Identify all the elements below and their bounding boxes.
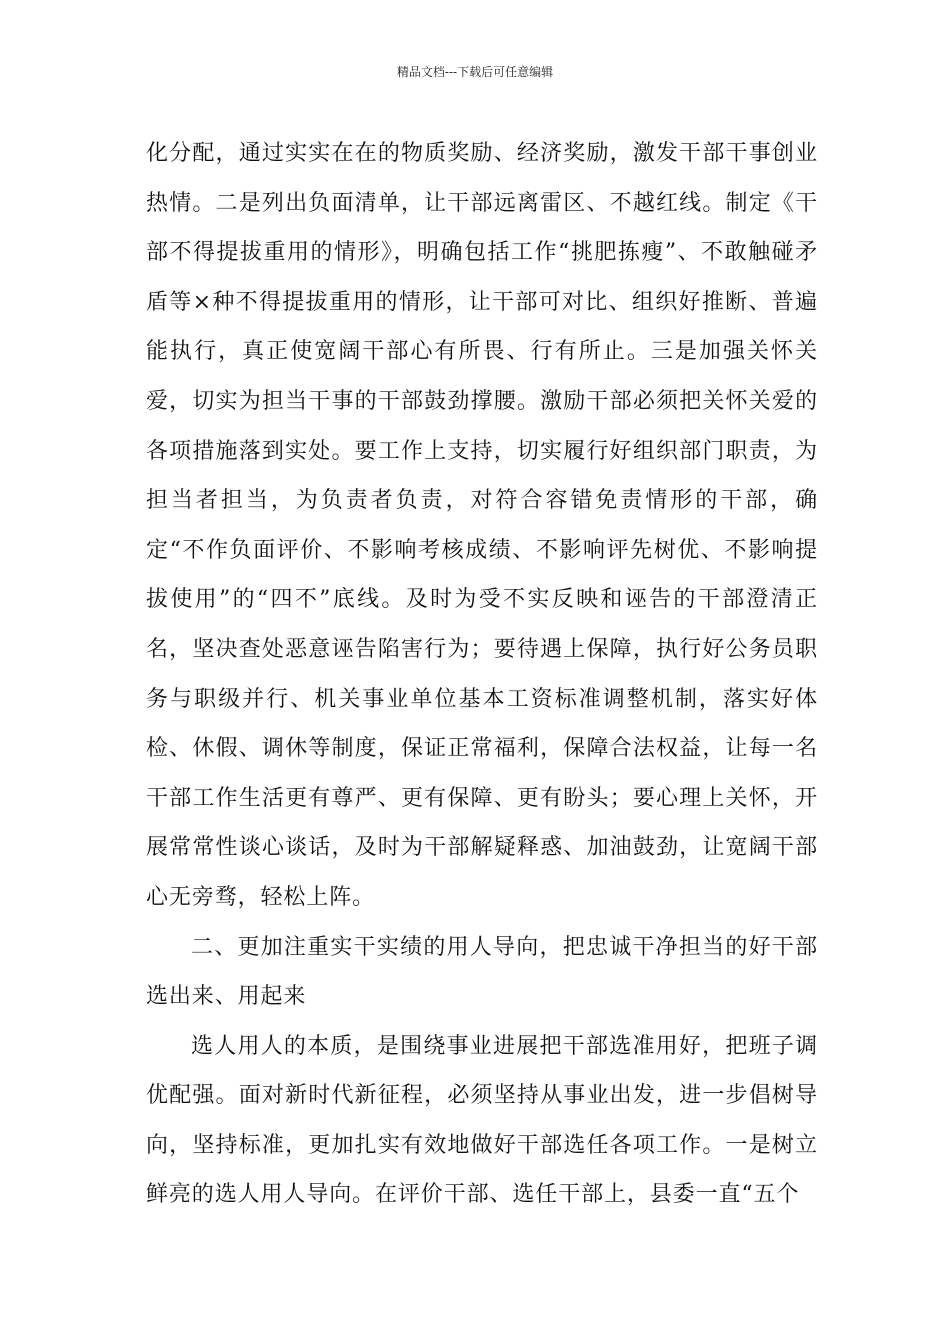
paragraph-continuation: 化分配，通过实实在在的物质奖励、经济奖励，激发干部干事创业热情。二是列出负面清单，让干部远离雷区、不越红线。制定《干部不得提拔重用的情形》，明确包括工作“挑肥拣瘦”、不敢触碰矛盾等×种不得提拔重用的情形，让干部可对比、组织好推断、普遍能执行，真正使宽阔干部心有所畏、行有所止。三是加强关怀关爱，切实为担当干事的干部鼓劲撑腰。激励干部必须把关怀关爱的各项措施落到实处。要工作上支持，切实履行好组织部门职责，为担当者担当，为负责者负责，对符合容错免责情形的干部，确定“不作负面评价、不影响考核成绩、不影响评先树优、不影响提拔使用”的“四不”底线。及时为受不实反映和诬告的干部澄清正名，坚决查处恶意诬告陷害行为；要待遇上保障，执行好公务员职务与职级并行、机关事业单位基本工资标准调整机制，落实好体检、休假、调休等制度，保证正常福利，保障合法权益，让每一名干部工作生活更有尊严、更有保障、更有盼头；要心理上关怀，开展常常性谈心谈话，及时为干部解疑释惑、加油鼓劲，让宽阔干部心无旁骛，轻松上阵。	[146, 141, 818, 910]
section-heading: 二、更加注重实干实绩的用人导向，把忠诚干净担当的好干部选出来、用起来	[146, 934, 818, 1010]
paragraph-body: 选人用人的本质，是围绕事业进展把干部选准用好，把班子调优配强。面对新时代新征程，必须坚持从事业出发，进一步倡树导向，坚持标准，更加扎实有效地做好干部选任各项工作。一是树立鲜亮的选人用人导向。在评价干部、选任干部上，县委一直“五个	[146, 1033, 818, 1208]
document-body	[146, 129, 818, 1220]
page-header: 精品文档---下载后可任意编辑	[396, 65, 554, 79]
